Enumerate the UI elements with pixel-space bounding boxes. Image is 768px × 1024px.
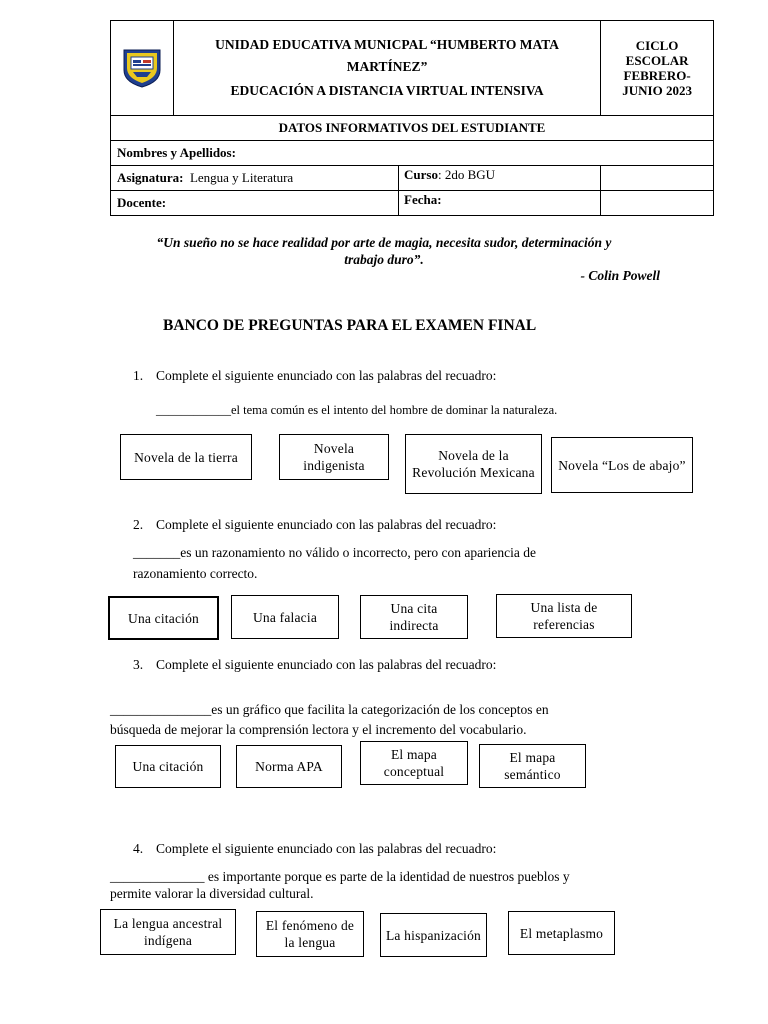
names-label: Nombres y Apellidos: xyxy=(111,141,714,166)
date-cell xyxy=(601,191,714,216)
q2-statement-line1: _______es un razonamiento no válido o incorrecto, pero con apariencia de xyxy=(133,545,536,560)
q4-statement-line2: permite valorar la diversidad cultural. xyxy=(110,886,314,901)
q2-option-3: Una cita indirecta xyxy=(360,595,468,639)
q2-option-1: Una citación xyxy=(108,596,219,640)
quote-line1: “Un sueño no se hace realidad por arte de magia, necesita sudor, determinación y xyxy=(156,235,612,250)
subject-value: Lengua y Literatura xyxy=(189,170,294,185)
cycle-line2: ESCOLAR xyxy=(625,53,689,68)
q2-statement-line2: razonamiento correcto. xyxy=(133,566,258,581)
q4-option-4: El metaplasmo xyxy=(508,911,615,955)
q3-statement-line2: búsqueda de mejorar la comprensión lectora y el incremento del vocabulario. xyxy=(110,722,527,737)
teacher-label: Docente: xyxy=(111,191,601,216)
subject-label: Asignatura: xyxy=(117,170,184,185)
school-name-cell xyxy=(173,21,600,116)
q1-number: 1. xyxy=(133,368,144,383)
quote-line2: trabajo duro”. xyxy=(344,252,424,267)
q4-option-2: El fenómeno de la lengua xyxy=(256,911,364,957)
q3-number: 3. xyxy=(133,657,144,672)
q4-prompt: Complete el siguiente enunciado con las palabras del recuadro: xyxy=(156,841,497,856)
cycle-cell xyxy=(601,21,714,116)
school-logo-icon xyxy=(120,48,164,88)
q3-option-1: Una citación xyxy=(115,745,221,788)
q1-statement: ____________el tema común es el intento del hombre de dominar la naturaleza. xyxy=(156,403,558,417)
q2-prompt: Complete el siguiente enunciado con las palabras del recuadro: xyxy=(156,517,497,532)
course-divider xyxy=(398,166,399,191)
quote-author: - Colin Powell xyxy=(580,268,660,283)
q1-option-2: Novela indigenista xyxy=(279,434,389,480)
q3-prompt: Complete el siguiente enunciado con las palabras del recuadro: xyxy=(156,657,497,672)
course-field xyxy=(404,167,495,183)
q1-prompt: Complete el siguiente enunciado con las palabras del recuadro: xyxy=(156,368,497,383)
q1-option-3: Novela de la Revolución Mexicana xyxy=(405,434,542,494)
q1-option-1: Novela de la tierra xyxy=(120,434,252,480)
q2-option-4: Una lista de referencias xyxy=(496,594,632,638)
q1-option-4: Novela “Los de abajo” xyxy=(551,437,693,493)
date-label: Fecha: xyxy=(404,192,442,207)
course-label: Curso xyxy=(404,167,438,182)
cycle-line1: CICLO xyxy=(635,38,679,53)
q4-number: 4. xyxy=(133,841,144,856)
q3-option-4: El mapa semántico xyxy=(479,744,586,788)
q2-number: 2. xyxy=(133,517,144,532)
q4-option-3: La hispanización xyxy=(380,913,487,957)
q4-option-1: La lengua ancestral indígena xyxy=(100,909,236,955)
subject-cell xyxy=(111,166,601,191)
cycle-line3: FEBRERO- xyxy=(623,68,691,83)
q3-option-2: Norma APA xyxy=(236,745,342,788)
logo-cell xyxy=(111,21,174,116)
q3-option-3: El mapa conceptual xyxy=(360,741,468,785)
header-table xyxy=(110,20,714,216)
course-value: : 2do BGU xyxy=(437,167,496,182)
program-name: EDUCACIÓN A DISTANCIA VIRTUAL INTENSIVA xyxy=(230,83,544,98)
q4-statement-line1: ______________ es importante porque es parte de la identidad de nuestros pueblos y xyxy=(110,869,570,884)
page-title: BANCO DE PREGUNTAS PARA EL EXAMEN FINAL xyxy=(163,317,537,334)
date-divider xyxy=(398,191,399,216)
course-cell xyxy=(601,166,714,191)
q3-statement-line1: _______________es un gráfico que facilita la categorización de los conceptos en xyxy=(110,702,549,717)
school-name-line1: UNIDAD EDUCATIVA MUNICPAL “HUMBERTO MATA xyxy=(215,37,559,52)
cycle-line4: JUNIO 2023 xyxy=(622,83,692,98)
school-name-line2: MARTÍNEZ” xyxy=(346,59,428,74)
section-title: DATOS INFORMATIVOS DEL ESTUDIANTE xyxy=(111,116,714,141)
q2-option-2: Una falacia xyxy=(231,595,339,639)
